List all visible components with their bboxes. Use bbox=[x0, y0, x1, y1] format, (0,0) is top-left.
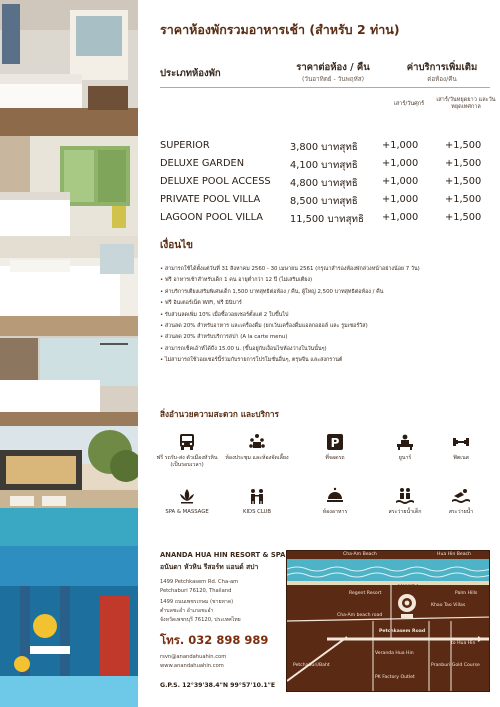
service-label: สระว่ายน้ำเด็ก bbox=[388, 509, 422, 515]
shuttle-bus-icon bbox=[177, 432, 197, 452]
condition-item: • ส่วนลด 20% สำหรับบริการสปา (A la carte menu) bbox=[160, 334, 288, 341]
phone-number[interactable]: โทร. 032 898 989 bbox=[160, 633, 269, 647]
service-label: ฟิตเนส bbox=[453, 455, 469, 461]
service-label: SPA & MASSAGE bbox=[165, 509, 209, 515]
lotus-spa-icon bbox=[177, 486, 197, 506]
fitness-icon bbox=[451, 432, 471, 452]
room-extra-holiday: +1,500 bbox=[445, 194, 482, 205]
room-price: 3,800 บาทสุทธิ bbox=[290, 142, 358, 153]
services-title: สิ่งอำนวยความสะดวก และบริการ bbox=[160, 409, 279, 419]
service-restaurant bbox=[300, 486, 370, 516]
service-swimming bbox=[426, 486, 496, 516]
map-landmark: Pranburi Gold Course bbox=[431, 663, 480, 668]
kids-pool-icon bbox=[395, 486, 415, 506]
service-label: สระว่ายน้ำ bbox=[448, 509, 474, 515]
service-shuttle bbox=[152, 432, 222, 468]
room-extra-weekend: +1,000 bbox=[382, 158, 419, 169]
table-header-divider bbox=[160, 87, 490, 88]
location-map bbox=[286, 550, 490, 692]
condition-item: • สามารถใช้ได้ตั้งแต่วันที่ 31 สิงหาคม 2560 - 30 เมษายน 2561 (กรุณาสำรองห้องพักล่วงหน้าอย่างน้อย 7 วัน) bbox=[160, 266, 420, 272]
conditions-list bbox=[160, 264, 490, 367]
map-logo: ANANDA bbox=[397, 585, 420, 590]
map-label-chaam-beach: Cha-Am Beach bbox=[343, 552, 377, 557]
service-kids-club bbox=[222, 486, 292, 516]
room-extra-holiday: +1,500 bbox=[445, 176, 482, 187]
table-row bbox=[160, 158, 490, 172]
room-name: LAGOON POOL VILLA bbox=[160, 212, 264, 223]
email-link[interactable]: rsvn@anandahuahin.com bbox=[160, 654, 227, 660]
col-header-price-sub: (วันอาทิตย์ - วันพฤหัส) bbox=[301, 76, 365, 83]
condition-item: • สามารถเช็คเอ้าท์ได้ถึง 15.00 น. (ขึ้นอยู่กับเงื่อนไขห้องว่างในวันนั้นๆ) bbox=[160, 345, 327, 352]
room-extra-holiday: +1,500 bbox=[445, 140, 482, 151]
room-extra-holiday: +1,500 bbox=[445, 158, 482, 169]
address-th-line: จังหวัดเพชรบุรี 76120, ประเทศไทย bbox=[160, 617, 241, 623]
condition-item: • ส่วนลด 20% สำหรับอาหาร และเครื่องดื่ม (ยกเว้นเครื่องดื่มแอลกอฮอล์ และ รูมเซอร์วิส) bbox=[160, 323, 368, 330]
photo-room-suite bbox=[0, 0, 138, 136]
service-parking bbox=[300, 432, 370, 462]
room-name: SUPERIOR bbox=[160, 140, 210, 151]
service-fitness bbox=[426, 432, 496, 462]
condition-item: • ฟรี อินเตอร์เน็ต WiFi, ฟรี มินิบาร์ bbox=[160, 300, 242, 307]
condition-item: • ค่าบริการเตียงเสริมพิเศษเด็ก 1,500 บาทสุทธิต่อห้อง / คืน, ผู้ใหญ่ 2,500 บาทสุทธิต่อห้อง / คืน bbox=[160, 288, 384, 295]
service-label: ยูนาร์ bbox=[398, 455, 412, 461]
map-label-side-road: Petchaburi/Baht bbox=[293, 663, 330, 668]
map-label-petchkasem-road: Petchkasem Road bbox=[379, 629, 426, 634]
photo-kids-pool bbox=[0, 546, 138, 707]
photo-room-bed bbox=[0, 236, 138, 316]
address-en-line: Petchaburi 76120, Thailand bbox=[160, 588, 232, 594]
condition-item: • รับส่วนลดเพิ่ม 10% เมื่อซื้อวอยเชอร์ตั้งแต่ 2 ใบขึ้นไป bbox=[160, 311, 289, 318]
map-landmark: Khao Tao Villas bbox=[431, 603, 466, 608]
col-header-price: ราคาต่อห้อง / คืน bbox=[296, 62, 370, 73]
room-price: 11,500 บาทสุทธิ bbox=[290, 214, 364, 225]
room-extra-weekend: +1,000 bbox=[382, 212, 419, 223]
service-label: ห้องอาหาร bbox=[322, 509, 348, 515]
condition-item: • ฟรี อาหารเช้าสำหรับเด็ก 1 คน อายุต่ำกว่า 12 ปี (ไม่เสริมเตียง) bbox=[160, 277, 313, 284]
svg-text:P: P bbox=[330, 436, 340, 450]
photo-room-garden bbox=[0, 136, 138, 236]
lounge-icon bbox=[395, 432, 415, 452]
map-landmark: PK Factory Outlet bbox=[375, 675, 415, 680]
photo-lagoon-exterior bbox=[0, 426, 138, 546]
room-price: 8,500 บาทสุทธิ bbox=[290, 196, 358, 207]
content-panel bbox=[138, 0, 500, 707]
service-spa bbox=[152, 486, 222, 516]
table-row bbox=[160, 140, 490, 154]
restaurant-icon bbox=[325, 486, 345, 506]
photo-pool-villa bbox=[0, 316, 138, 426]
address-en-line: 1499 Petchkasem Rd. Cha-am bbox=[160, 579, 239, 585]
room-name: PRIVATE POOL VILLA bbox=[160, 194, 261, 205]
col-header-room: ประเภทห้องพัก bbox=[160, 68, 221, 79]
table-row bbox=[160, 212, 490, 226]
map-label-to-huahin: to Hua Hin bbox=[451, 641, 476, 646]
resort-name-en: ANANDA HUA HIN RESORT & SPA bbox=[160, 551, 286, 559]
table-row bbox=[160, 194, 490, 208]
website-link[interactable]: www.anandahuahin.com bbox=[160, 663, 224, 669]
room-extra-weekend: +1,000 bbox=[382, 176, 419, 187]
map-landmark: Regent Resort bbox=[349, 591, 382, 596]
room-name: DELUXE POOL ACCESS bbox=[160, 176, 271, 187]
table-row bbox=[160, 176, 490, 190]
room-price: 4,800 บาทสุทธิ bbox=[290, 178, 358, 189]
room-extra-holiday: +1,500 bbox=[445, 212, 482, 223]
map-label-huahin-beach: Hua Hin Beach bbox=[437, 552, 471, 557]
room-extra-weekend: +1,000 bbox=[382, 140, 419, 151]
sub-header-fri-sat: เสาร์/วันศุกร์ bbox=[393, 101, 425, 107]
map-label-beach-road: Cha-Am beach road bbox=[337, 613, 383, 618]
condition-item: • ไม่สามารถใช้วอยเชอร์นี้ร่วมกับรายการโปรโมชั่นอื่นๆ, ตรุษจีน และสงกรานต์ bbox=[160, 357, 343, 364]
map-landmark: Veranda Hua Hin bbox=[375, 651, 414, 656]
photo-strip bbox=[0, 0, 138, 707]
room-name: DELUXE GARDEN bbox=[160, 158, 245, 169]
service-label: ห้องประชุม และห้องจัดเลี้ยง bbox=[225, 455, 289, 461]
service-label: ที่จอดรถ bbox=[325, 455, 345, 461]
map-landmark: Palm Hills bbox=[455, 591, 478, 596]
address-th-line: ตำบลชะอำ อำเภอชะอำ bbox=[160, 608, 214, 614]
kids-club-icon bbox=[247, 486, 267, 506]
room-extra-weekend: +1,000 bbox=[382, 194, 419, 205]
meeting-room-icon bbox=[247, 432, 267, 452]
service-label: KIDS CLUB bbox=[242, 509, 272, 515]
room-price: 4,100 บาทสุทธิ bbox=[290, 160, 358, 171]
sub-header-holiday: เสาร์/วันหยุดยาว และวันหยุดเทศกาล bbox=[436, 97, 496, 110]
col-header-extra-sub: ต่อห้อง/คืน bbox=[427, 76, 457, 83]
parking-icon bbox=[325, 432, 345, 452]
col-header-extra: ค่าบริการเพิ่มเติม bbox=[406, 62, 478, 73]
service-label: ฟรี รถรับ-ส่ง ตัวเมืองหัวหิน (เป็นรอบเวลา) bbox=[156, 455, 218, 468]
address-th-line: 1499 ถนนเพชรเกษม (ชายหาด) bbox=[160, 599, 234, 605]
conditions-title: เงื่อนไข bbox=[160, 240, 194, 251]
gps-coordinates: G.P.S. 12°39'38.4"N 99°57'10.1"E bbox=[160, 682, 276, 689]
service-meeting bbox=[222, 432, 292, 462]
resort-name-th: อนันดา หัวหิน รีสอร์ท แอนด์ สปา bbox=[160, 563, 259, 571]
page-title: ราคาห้องพักรวมอาหารเช้า (สำหรับ 2 ท่าน) bbox=[160, 22, 400, 37]
swimming-icon bbox=[451, 486, 471, 506]
